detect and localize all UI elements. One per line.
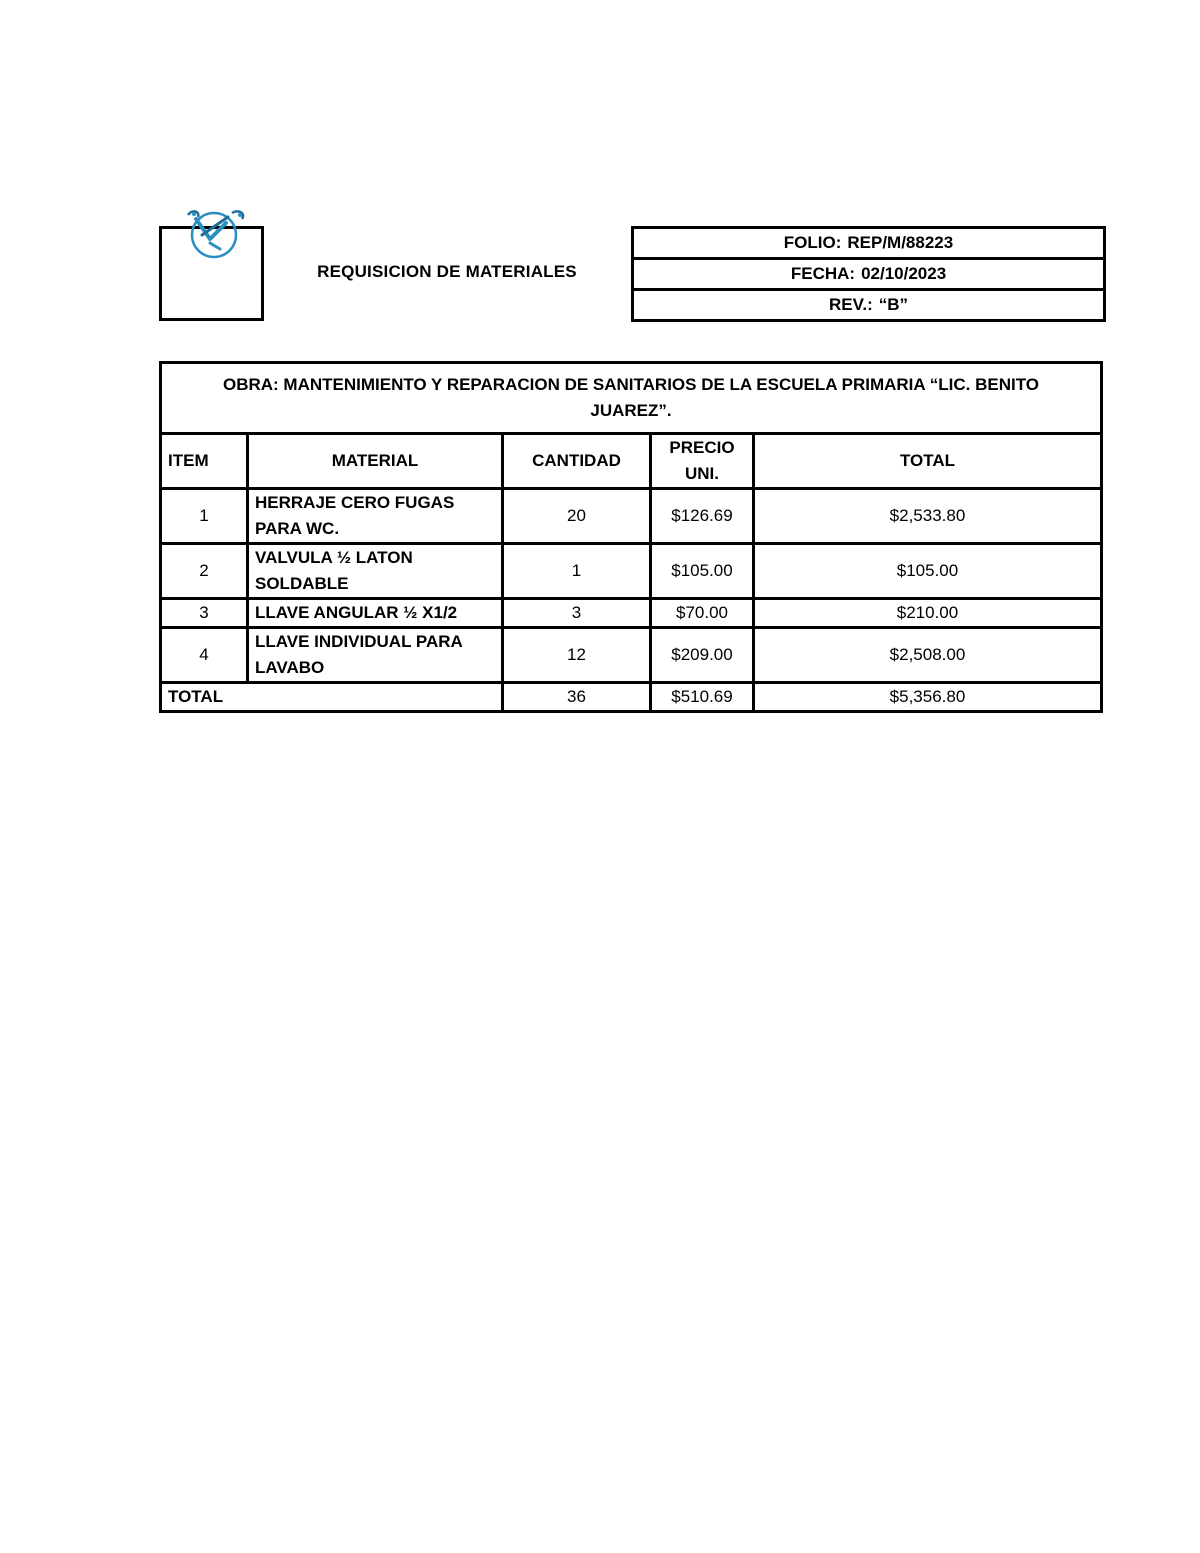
totals-label: TOTAL — [161, 683, 503, 712]
table-row — [161, 544, 1102, 599]
fecha-row — [634, 260, 1103, 291]
fecha-label: FECHA: — [790, 264, 856, 283]
cell-precio: $70.00 — [651, 599, 754, 628]
cell-cantidad: 3 — [503, 599, 651, 628]
totals-total: $5,356.80 — [754, 683, 1102, 712]
cell-item: 1 — [161, 489, 248, 544]
cell-total: $2,533.80 — [754, 489, 1102, 544]
table-row — [161, 489, 1102, 544]
totals-cantidad: 36 — [503, 683, 651, 712]
cell-precio: $105.00 — [651, 544, 754, 599]
cell-total: $105.00 — [754, 544, 1102, 599]
table-row — [161, 599, 1102, 628]
rev-value: “B” — [878, 295, 909, 314]
column-header-material: MATERIAL — [248, 434, 503, 489]
column-header-precio: PRECIO UNI. — [651, 434, 754, 489]
totals-row — [161, 683, 1102, 712]
column-header-cantidad: CANTIDAD — [503, 434, 651, 489]
fecha-value: 02/10/2023 — [861, 264, 947, 283]
table-header-row — [161, 434, 1102, 489]
cell-cantidad: 1 — [503, 544, 651, 599]
cell-material: HERRAJE CERO FUGAS PARA WC. — [248, 489, 503, 544]
cell-total: $2,508.00 — [754, 628, 1102, 683]
requisition-table — [159, 361, 1103, 713]
obra-row — [161, 363, 1102, 434]
rev-label: REV.: — [828, 295, 873, 314]
document-title: REQUISICION DE MATERIALES — [317, 262, 577, 281]
folio-value: REP/M/88223 — [847, 233, 954, 252]
folio-row — [634, 229, 1103, 260]
folio-label: FOLIO: — [783, 233, 842, 252]
cell-total: $210.00 — [754, 599, 1102, 628]
document-meta — [631, 226, 1106, 322]
cell-item: 4 — [161, 628, 248, 683]
column-header-total: TOTAL — [754, 434, 1102, 489]
cell-material: LLAVE INDIVIDUAL PARA LAVABO — [248, 628, 503, 683]
cell-cantidad: 12 — [503, 628, 651, 683]
cell-precio: $126.69 — [651, 489, 754, 544]
cell-item: 3 — [161, 599, 248, 628]
cell-item: 2 — [161, 544, 248, 599]
obra-description: OBRA: MANTENIMIENTO Y REPARACION DE SANITARIOS DE LA ESCUELA PRIMARIA “LIC. BENITO JUAREZ”. — [161, 363, 1102, 434]
cell-material: LLAVE ANGULAR ½ X1/2 — [248, 599, 503, 628]
totals-precio: $510.69 — [651, 683, 754, 712]
table-row — [161, 628, 1102, 683]
rev-row — [634, 291, 1103, 319]
cell-precio: $209.00 — [651, 628, 754, 683]
plumbing-tools-logo-icon — [180, 205, 252, 259]
cell-cantidad: 20 — [503, 489, 651, 544]
cell-material: VALVULA ½ LATON SOLDABLE — [248, 544, 503, 599]
column-header-item: ITEM — [161, 434, 248, 489]
